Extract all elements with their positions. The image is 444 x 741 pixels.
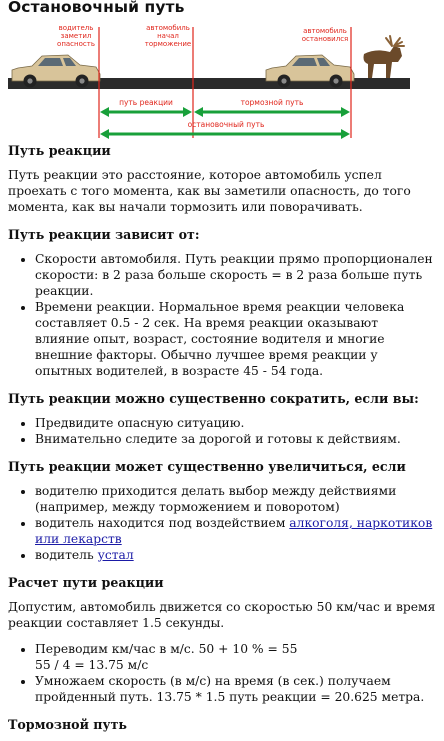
list-item-text: водитель находится под воздействием xyxy=(35,516,290,530)
calc-text: Допустим, автомобиль движется со скоростью 50 км/час и время реакции составляет 1.5 секунды. xyxy=(8,600,436,630)
label-stopped-1: автомобиль xyxy=(303,27,347,35)
list-item: • Внимательно следите за дорогой и готовы к действиям. xyxy=(35,431,436,447)
list-item xyxy=(35,515,436,547)
stopping-distance-diagram xyxy=(0,18,444,143)
calc-line-2: 55 / 4 = 13.75 м/с xyxy=(35,658,149,672)
list-item: • водителю приходится делать выбор между действиями (например, между торможением и поворотом) xyxy=(35,483,436,515)
list-item: • Времени реакции. Нормальное время реакции человека составляет 0.5 - 2 сек. На время реакции оказывают влияние опыт, возраст, состояние водителя и многие внешние факторы. Обычно лучшее время реакции у опытных водителей, в возрасте 45 - 54 года. xyxy=(35,299,436,379)
label-noticed-3: опасность xyxy=(57,40,95,48)
list-item-text: водитель xyxy=(35,548,98,562)
list-item: • Скорости автомобиля. Путь реакции прямо пропорционален скорости: в 2 раза больше скорость = в 2 раза больше путь реакции. xyxy=(35,251,436,299)
label-braking-distance: тормозной путь xyxy=(240,98,304,107)
calc-list xyxy=(8,641,436,705)
reduce-list xyxy=(8,415,436,447)
moose-icon xyxy=(364,36,405,78)
reaction-arrow xyxy=(100,107,192,117)
label-stopping-distance: остановочный путь xyxy=(187,120,265,129)
label-reaction-distance: путь реакции xyxy=(119,98,173,107)
depends-list xyxy=(8,251,436,379)
braking-arrow xyxy=(194,107,350,117)
list-item xyxy=(35,547,436,563)
heading-depends: Путь реакции зависит от: xyxy=(8,227,200,242)
label-braking-1: автомобиль xyxy=(146,24,190,32)
label-stopped-2: остановился xyxy=(301,35,349,43)
reaction-definition: Путь реакции это расстояние, которое автомобиль успел проехать с того момента, как вы заметили опасность, до того момента, как вы начали тормозить или поворачивать. xyxy=(8,168,411,214)
list-item: • Умножаем скорость (в м/с) на время (в сек.) получаем пройденный путь. 13.75 * 1.5 путь реакции = 20.625 метра. xyxy=(35,673,436,705)
increase-list xyxy=(8,483,436,563)
heading-increase: Путь реакции может существенно увеличиться, если xyxy=(8,459,406,474)
heading-calc: Расчет пути реакции xyxy=(8,575,164,590)
list-item: • Предвидите опасную ситуацию. xyxy=(35,415,436,431)
calc-line-1: Переводим км/час в м/с. 50 + 10 % = 55 xyxy=(35,642,298,656)
alcohol-drugs-link[interactable]: алкоголя, наркотиков или лекарств xyxy=(35,516,433,546)
label-noticed-2: заметил xyxy=(60,32,92,40)
article-content xyxy=(8,143,436,741)
tired-link[interactable]: устал xyxy=(97,548,134,562)
heading-reaction: Путь реакции xyxy=(8,143,111,158)
label-braking-2: начал xyxy=(157,32,179,40)
label-braking-3: торможение xyxy=(144,40,192,48)
label-noticed-1: водитель xyxy=(58,24,94,32)
heading-braking: Тормозной путь xyxy=(8,717,127,732)
heading-reduce: Путь реакции можно существенно сократить, если вы: xyxy=(8,391,419,406)
page-title: Остановочный путь xyxy=(8,0,185,16)
list-item xyxy=(35,641,436,673)
stopping-arrow xyxy=(100,129,350,139)
